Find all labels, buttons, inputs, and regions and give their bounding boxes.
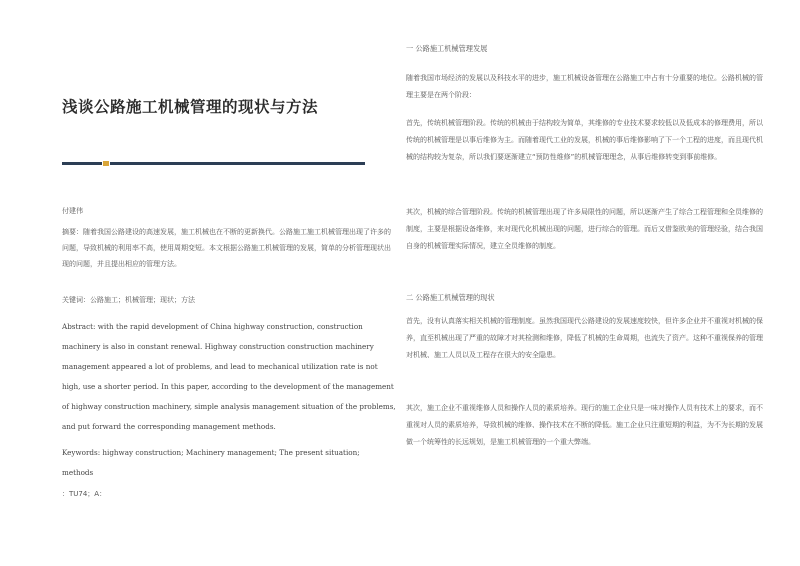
author: 付建伟 bbox=[62, 207, 83, 215]
section1-paragraph-2: 其次，机械的综合管理阶段。传统的机械管理出现了许多局限性的问题，所以逐渐产生了综合工程管理和全员维修的制度，主要是根据设备维修，来对现代化机械出现的问题，进行综合的管理。而后又借鉴欧美的管理经验，结合我国自身的机械管理实际情况，建立全员维修的制度。 bbox=[406, 208, 763, 250]
section-heading-2: 二 公路施工机械管理的现状 bbox=[406, 293, 495, 302]
abstract-en: Abstract: with the rapid development of China highway construction, construction machinery is also in constant renewal. Highway construction construction machinery management appeared a lot of problems, and lead to mechanical utilization rate is not high, use a shorter period. In this paper, according to the development of the management of highway construction machinery, simple analysis management situation of the problems, and put forward the corresponding management methods. bbox=[62, 322, 396, 431]
section-heading-1: 一 公路施工机械管理发展 bbox=[406, 44, 488, 53]
section2-paragraph-1: 首先，没有认真落实相关机械的管理制度。虽然我国现代公路建设的发展速度较快，但许多企业并不重视对机械的保养，直至机械出现了严重的故障才对其检测和维修，降低了机械的生命周期，也流失了资产。这种不重视保养的管理对机械、施工人员以及工程存在很大的安全隐患。 bbox=[406, 317, 763, 359]
keywords-en: Keywords: highway construction; Machinery management; The present situation; methods bbox=[62, 448, 360, 477]
classification-number: ：TU74；A： bbox=[62, 490, 107, 498]
abstract-cn: 摘要：随着我国公路建设的高速发展，施工机械也在不断的更新换代。公路施工施工机械管理出现了许多的问题，导致机械的利用率不高，使用周期变短。本文根据公路施工机械管理的发展，简单的分析管理现状出现的问题，并且提出相应的管理方法。 bbox=[62, 228, 391, 268]
keywords-cn: 关键词：公路施工；机械管理；现状；方法 bbox=[62, 296, 195, 304]
divider-dot bbox=[103, 161, 109, 166]
section1-paragraph-1: 首先，传统机械管理阶段。传统的机械由于结构较为简单，其维修的专业技术要求较低以及低成本的修理费用，所以传统的机械管理是以事后维修为主。而随着现代工业的发展，机械的事后维修影响了下一个工程的进度，而且现代机械的结构较为复杂，所以我们要逐渐建立“预防性维修”的机械管理理念，从事后维修转变到事前维修。 bbox=[406, 119, 763, 161]
section2-paragraph-2: 其次，施工企业不重视维修人员和操作人员的素质培养。现行的施工企业只是一味对操作人员有技术上的要求，而不重视对人员的素质培养，导致机械的维修、操作技术在不断的降低。施工企业只注重短期的利益，为不为长期的发展做一个统筹性的长远规划，是施工机械管理的一个重大弊端。 bbox=[406, 404, 763, 446]
section1-intro: 随着我国市场经济的发展以及科技水平的进步，施工机械设备管理在公路施工中占有十分重要的地位。公路机械的管理主要是在两个阶段： bbox=[406, 74, 763, 99]
title-divider bbox=[62, 161, 365, 165]
paper-title: 浅谈公路施工机械管理的现状与方法 bbox=[62, 98, 319, 116]
